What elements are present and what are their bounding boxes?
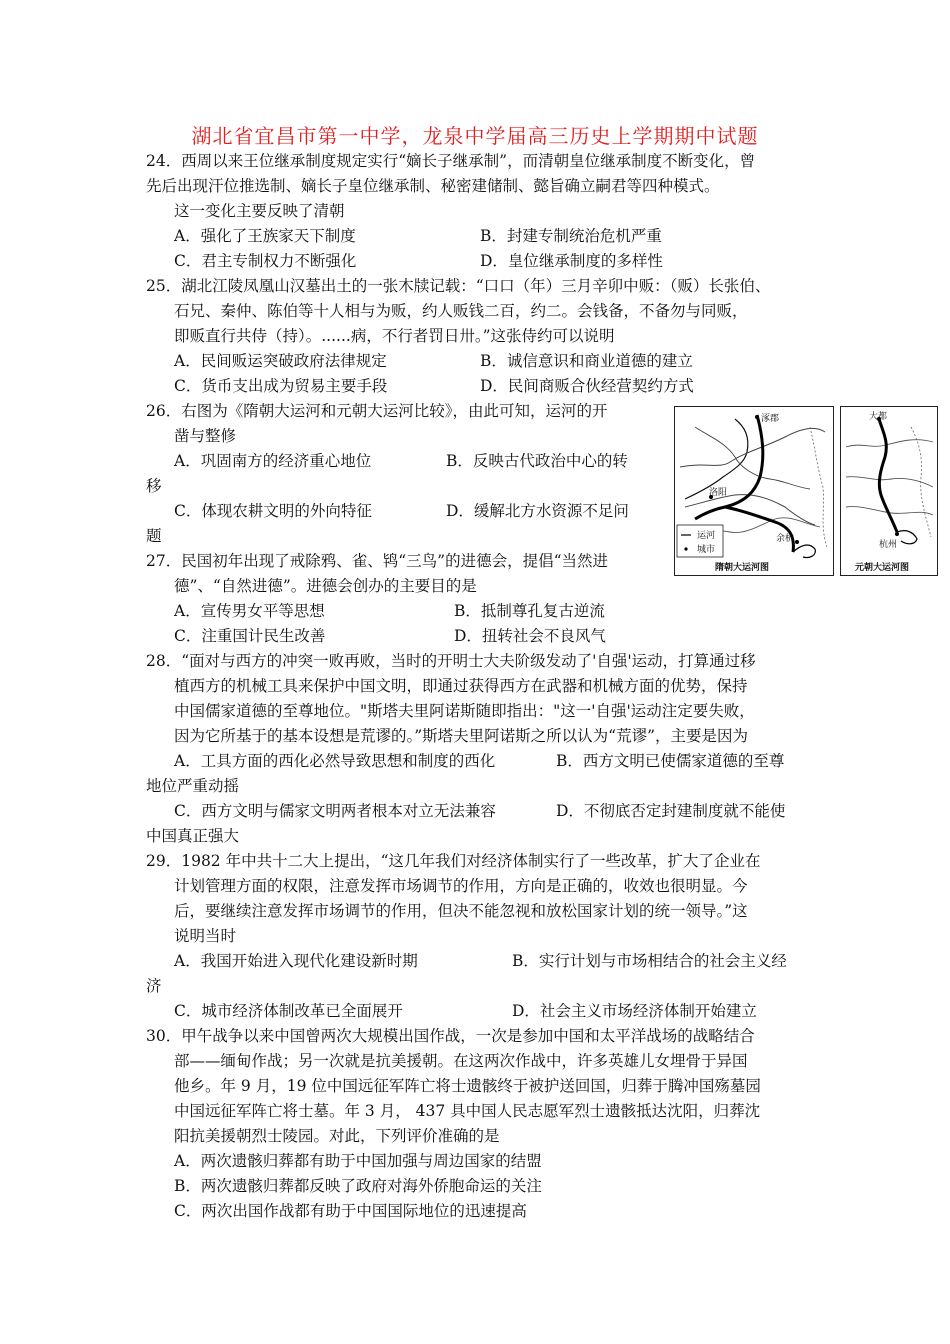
q24-stem-line2: 先后出现汗位推选制、嫡长子皇位继承制、秘密建储制、懿旨确立嗣君等四种模式。 (146, 177, 720, 195)
q25-option-d: D．民间商贩合伙经营契约方式 (480, 377, 694, 395)
sui-map-caption: 隋朝大运河图 (715, 563, 770, 573)
q29-option-b-cont: 济 (146, 977, 162, 995)
sui-map-city3-label: 余杭 (776, 534, 795, 544)
q26-option-b-cont: 移 (146, 477, 162, 495)
q30-stem-line5: 阳抗美援朝烈士陵园。对此，下列评价准确的是 (174, 1127, 500, 1145)
sui-canal-map (674, 406, 834, 576)
q28-stem-line3: 中国儒家道德的至尊地位。"斯塔夫里阿诺斯随即指出："这一'自强'运动注定要失败， (174, 702, 755, 720)
q24-option-c: C．君主专制权力不断强化 (174, 252, 357, 270)
q25-option-a: A．民间贩运突破政府法律规定 (174, 352, 387, 370)
q29-stem-line4: 说明当时 (174, 927, 237, 945)
yuan-map-caption: 元朝大运河图 (855, 563, 910, 573)
q29-option-a: A．我国开始进入现代化建设新时期 (174, 952, 418, 970)
yuan-map-city1-label: 大都 (869, 412, 888, 422)
q30-stem-line1: 30．甲午战争以来中国曾两次大规模出国作战，一次是参加中国和太平洋战场的战略结合 (146, 1027, 755, 1045)
q30-stem-line4: 中国远征军阵亡将士墓。年 3 月， 437 具中国人民志愿军烈士遗骸抵达沈阳，归葬沈 (174, 1102, 761, 1120)
q24-option-d: D．皇位继承制度的多样性 (480, 252, 663, 270)
q29-option-d: D．社会主义市场经济体制开始建立 (512, 1002, 757, 1020)
q26-option-a: A．巩固南方的经济重心地位 (174, 452, 372, 470)
q29-stem-line1: 29．1982 年中共十二大上提出，“这几年我们对经济体制实行了一些改革，扩大了企业在 (146, 852, 761, 870)
q25-stem-line2: 石兄、秦仲、陈伯等十人相与为贩，约人贩钱二百，约二。会钱备，不备勿与同贩， (174, 302, 748, 320)
q25-option-b: B．诚信意识和商业道德的建立 (480, 352, 693, 370)
q28-option-b-cont: 地位严重动摇 (146, 777, 240, 795)
yuan-canal-map-drawing (841, 407, 937, 575)
q26-stem-line1: 26．右图为《隋朝大运河和元朝大运河比较》，由此可知，运河的开 (146, 402, 608, 420)
q30-option-a: A．两次遗骸归葬都有助于中国加强与周边国家的结盟 (174, 1152, 542, 1170)
q28-option-d: D．不彻底否定封建制度就不能使 (556, 802, 786, 820)
q30-option-b: B．两次遗骸归葬都反映了政府对海外侨胞命运的关注 (174, 1177, 542, 1195)
q28-option-d-cont: 中国真正强大 (146, 827, 240, 845)
q27-stem-line2: 德”、“自然进德”。进德会创办的主要目的是 (174, 577, 477, 595)
yuan-canal-map (840, 406, 938, 576)
document-title: 湖北省宜昌市第一中学，龙泉中学届高三历史上学期期中试题 (191, 124, 759, 148)
sui-map-legend-canal: 运河 (697, 531, 716, 541)
q28-option-c: C．西方文明与儒家文明两者根本对立无法兼容 (174, 802, 496, 820)
sui-canal-map-drawing (675, 407, 833, 575)
q29-option-c: C．城市经济体制改革已全面展开 (174, 1002, 403, 1020)
q28-option-b: B．西方文明已使儒家道德的至尊 (556, 752, 785, 770)
q26-option-b: B．反映古代政治中心的转 (446, 452, 628, 470)
q26-option-d: D．缓解北方水资源不足问 (446, 502, 629, 520)
q26-stem-line2: 凿与整修 (174, 427, 237, 445)
q24-option-b: B．封建专制统治危机严重 (480, 227, 662, 245)
q25-stem-line3: 即贩直行共侍（持）。......病，不行者罚日卅。”这张侍约可以说明 (174, 327, 615, 345)
q30-option-c: C．两次出国作战都有助于中国国际地位的迅速提高 (174, 1202, 527, 1220)
q28-stem-line4: 因为它所基于的基本设想是荒谬的。”斯塔夫里阿诺斯之所以认为“荒谬”，主要是因为 (174, 727, 749, 745)
q27-option-b: B．抵制尊孔复古逆流 (454, 602, 605, 620)
q24-option-a: A．强化了王族家天下制度 (174, 227, 356, 245)
q26-option-d-cont: 题 (146, 527, 162, 545)
sui-map-legend-city: 城市 (697, 545, 716, 555)
sui-map-city1-label: 涿郡 (761, 414, 780, 424)
q28-stem-line1: 28．“面对与西方的冲突一败再败，当时的开明士大夫阶级发动了'自强'运动，打算通过移 (146, 652, 756, 670)
q24-stem-line1: 24．西周以来王位继承制度规定实行“嫡长子继承制”，而清朝皇位继承制度不断变化，曾 (146, 152, 756, 170)
q29-option-b: B．实行计划与市场相结合的社会主义经 (512, 952, 787, 970)
q27-option-c: C．注重国计民生改善 (174, 627, 326, 645)
q29-stem-line3: 后，要继续注意发挥市场调节的作用，但决不能忽视和放松国家计划的统一领导。”这 (174, 902, 748, 920)
q28-stem-line2: 植西方的机械工具来保护中国文明，即通过获得西方在武器和机械方面的优势，保持 (174, 677, 748, 695)
q27-option-a: A．宣传男女平等思想 (174, 602, 325, 620)
q27-stem-line1: 27．民国初年出现了戒除鸦、雀、鸨“三鸟”的进德会，提倡“当然进 (146, 552, 608, 570)
q29-stem-line2: 计划管理方面的权限，注意发挥市场调节的作用，方向是正确的，收效也很明显。今 (174, 877, 748, 895)
sui-map-city2-label: 洛阳 (709, 488, 728, 498)
q27-option-d: D．扭转社会不良风气 (454, 627, 606, 645)
q26-option-c: C．体现农耕文明的外向特征 (174, 502, 372, 520)
q30-stem-line3: 他乡。年 9 月，19 位中国远征军阵亡将士遗骸终于被护送回国，归葬于腾冲国殇墓园 (174, 1077, 761, 1095)
q28-option-a: A．工具方面的西化必然导致思想和制度的西化 (174, 752, 496, 770)
yuan-map-city2-label: 杭州 (879, 540, 898, 550)
q24-stem-line3: 这一变化主要反映了清朝 (174, 202, 345, 220)
q25-option-c: C．货币支出成为贸易主要手段 (174, 377, 388, 395)
q25-stem-line1: 25．湖北江陵凤凰山汉墓出土的一张木牍记载：“口口（年）三月辛卯中贩：（贩）长张伯、 (146, 277, 771, 295)
q30-stem-line2: 部——缅甸作战；另一次就是抗美援朝。在这两次作战中，许多英雄儿女埋骨于异国 (174, 1052, 748, 1070)
